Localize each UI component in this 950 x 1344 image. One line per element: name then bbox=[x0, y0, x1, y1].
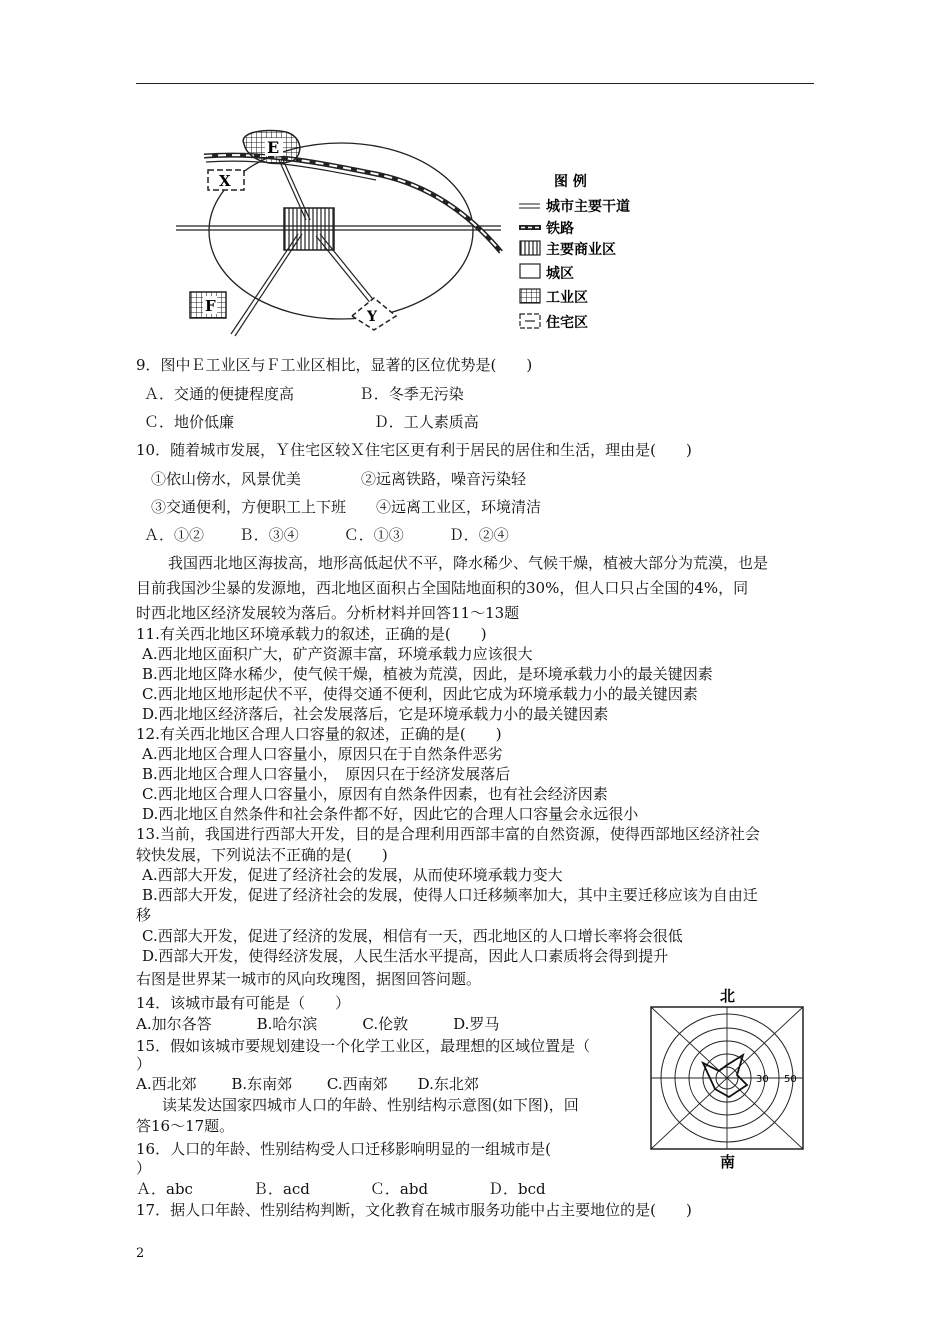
question-12-option-c: C.西北地区合理人口容量小，原因有自然条件因素，也有社会经济因素 bbox=[142, 785, 608, 803]
question-16-options: Ａ．abc Ｂ．acd Ｃ．abd Ｄ．bcd bbox=[136, 1180, 546, 1198]
material-paragraph-line-2: 目前我国沙尘暴的发源地，西北地区面积占全国陆地面积的30%，但人口只占全国的4%，同 bbox=[136, 579, 749, 597]
wind-rose-north-label: 北 bbox=[720, 987, 736, 1005]
legend-label-road: 城市主要干道 bbox=[546, 199, 630, 215]
wind-rose-south-label: 南 bbox=[720, 1153, 736, 1170]
wind-rose-ring-label-50: 50 bbox=[784, 1074, 797, 1085]
city-map-figure bbox=[176, 122, 646, 340]
question-14-stem: 14．该城市最有可能是（ ） bbox=[136, 994, 351, 1012]
question-9-stem: 9．图中Ｅ工业区与Ｆ工业区相比，显著的区位优势是( ) bbox=[136, 356, 533, 374]
question-10-items-34: ③交通便利，方便职工上下班 ④远离工业区，环境清洁 bbox=[151, 498, 542, 516]
wind-rose-intro: 右图是世界某一城市的风向玫瑰图，据图回答问题。 bbox=[136, 970, 482, 988]
label-y: Y bbox=[367, 309, 377, 325]
question-13-option-b-cont: 移 bbox=[136, 906, 152, 924]
question-13-option-c: C.西部大开发，促进了经济的发展，相信有一天，西北地区的人口增长率将会很低 bbox=[142, 927, 683, 945]
page-number: 2 bbox=[136, 1246, 145, 1261]
label-f: F bbox=[205, 297, 216, 315]
railway bbox=[204, 155, 501, 252]
question-12-option-a: A.西北地区合理人口容量小，原因只在于自然条件恶劣 bbox=[142, 745, 503, 763]
label-e: E bbox=[267, 138, 280, 157]
label-x: X bbox=[219, 172, 231, 190]
legend-label-residential: 住宅区 bbox=[546, 315, 588, 331]
question-13-stem-line-1: 13.当前，我国进行西部大开发，目的是合理利用西部丰富的自然资源，使得西部地区经济社会 bbox=[136, 825, 760, 843]
legend-urban-symbol bbox=[520, 264, 540, 278]
question-15-stem-cont: ） bbox=[136, 1055, 152, 1073]
question-14-options: A.加尔各答 B.哈尔滨 C.伦敦 D.罗马 bbox=[136, 1015, 500, 1033]
question-12-option-d: D.西北地区自然条件和社会条件都不好，因此它的合理人口容量会永远很小 bbox=[142, 805, 639, 823]
legend-residential-symbol bbox=[520, 314, 540, 328]
header-rule bbox=[136, 83, 814, 84]
question-13-option-a: A.西部大开发，促进了经济社会的发展，从而使环境承载力变大 bbox=[142, 866, 563, 884]
question-10-items-12: ①依山傍水，风景优美 ②远离铁路，噪音污染轻 bbox=[151, 470, 527, 488]
question-13-stem-line-2: 较快发展，下列说法不正确的是( ) bbox=[136, 846, 388, 864]
material-16-17-line-1: 读某发达国家四城市人口的年龄、性别结构示意图(如下图)，回 bbox=[162, 1096, 579, 1114]
question-16-stem: 16．人口的年龄、性别结构受人口迁移影响明显的一组城市是( bbox=[136, 1140, 551, 1158]
legend-road-symbol bbox=[519, 204, 540, 208]
legend-railway-symbol bbox=[519, 225, 541, 230]
question-10-stem: 10．随着城市发展，Ｙ住宅区较Ｘ住宅区更有利于居民的居住和生活，理由是( ) bbox=[136, 441, 692, 459]
legend-label-industrial: 工业区 bbox=[546, 290, 588, 306]
question-17-stem: 17．据人口年龄、性别结构判断，文化教育在城市服务功能中占主要地位的是( ) bbox=[136, 1201, 692, 1219]
legend-label-railway: 铁路 bbox=[546, 221, 574, 237]
wind-rose-axes bbox=[651, 1007, 803, 1149]
legend-label-urban: 城区 bbox=[546, 266, 574, 282]
question-11-option-b: B.西北地区降水稀少，使气候干燥，植被为荒漠，因此，是环境承载力小的最关键因素 bbox=[142, 665, 713, 683]
question-15-options: A.西北郊 B.东南郊 C.西南郊 D.东北郊 bbox=[136, 1075, 479, 1093]
question-12-stem: 12.有关西北地区合理人口容量的叙述，正确的是( ) bbox=[136, 725, 502, 743]
wind-rose-figure bbox=[645, 985, 815, 1170]
question-15-stem: 15．假如该城市要规划建设一个化学工业区，最理想的区域位置是（ bbox=[136, 1037, 591, 1055]
question-9-options-cd: Ｃ．地价低廉 Ｄ．工人素质高 bbox=[144, 413, 479, 431]
question-10-options: Ａ．①② Ｂ．③④ Ｃ．①③ Ｄ．②④ bbox=[144, 526, 509, 544]
question-13-option-b: B.西部大开发，促进了经济社会的发展，使得人口迁移频率加大，其中主要迁移应该为自由迁 bbox=[142, 886, 758, 904]
legend-label-commercial: 主要商业区 bbox=[546, 242, 616, 258]
question-11-option-d: D.西北地区经济落后，社会发展落后，它是环境承载力小的最关键因素 bbox=[142, 705, 609, 723]
legend-industrial-symbol bbox=[520, 289, 540, 303]
legend-commercial-symbol bbox=[520, 241, 540, 255]
material-16-17-line-2: 答16～17题。 bbox=[136, 1117, 235, 1135]
material-paragraph-line-1: 我国西北地区海拔高，地形高低起伏不平，降水稀少、气候干燥，植被大部分为荒漠，也是 bbox=[168, 554, 769, 572]
question-11-option-a: A.西北地区面积广大，矿产资源丰富，环境承载力应该很大 bbox=[142, 645, 533, 663]
question-11-stem: 11.有关西北地区环境承载力的叙述，正确的是( ) bbox=[136, 625, 487, 643]
question-13-option-d: D.西部大开发，使得经济发展，人民生活水平提高，因此人口素质将会得到提升 bbox=[142, 947, 669, 965]
legend-title: 图 例 bbox=[554, 174, 587, 190]
question-11-option-c: C.西北地区地形起伏不平，使得交通不便利，因此它成为环境承载力小的最关键因素 bbox=[142, 685, 698, 703]
wind-rose-ring-label-30: 30 bbox=[756, 1074, 769, 1085]
material-paragraph-line-3: 时西北地区经济发展较为落后。分析材料并回答11～13题 bbox=[136, 604, 520, 622]
commercial-district bbox=[284, 208, 334, 250]
question-12-option-b: B.西北地区合理人口容量小， 原因只在于经济发展落后 bbox=[142, 765, 511, 783]
question-16-stem-cont: ） bbox=[136, 1159, 152, 1177]
question-9-options-ab: Ａ．交通的便捷程度高 Ｂ．冬季无污染 bbox=[144, 385, 464, 403]
